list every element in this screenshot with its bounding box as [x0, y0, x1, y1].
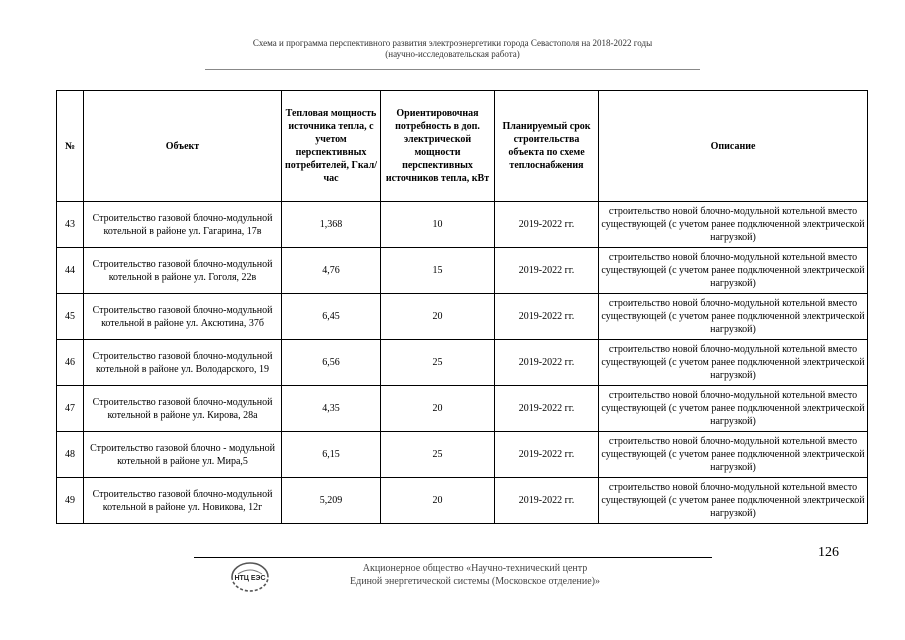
cell-electric: 20 — [381, 294, 495, 340]
cell-description: строительство новой блочно-модульной котельной вместо существующей (с учетом ранее подключенной электрической нагрузкой) — [599, 202, 868, 248]
cell-term: 2019-2022 гг. — [495, 478, 599, 524]
table-row — [57, 340, 868, 386]
cell-thermal: 4,35 — [282, 386, 381, 432]
cell-num: 44 — [57, 248, 84, 294]
cell-object: Строительство газовой блочно-модульной котельной в районе ул. Новикова, 12г — [84, 478, 282, 524]
cell-term: 2019-2022 гг. — [495, 340, 599, 386]
cell-electric: 25 — [381, 340, 495, 386]
table-row — [57, 294, 868, 340]
column-header-num: № — [57, 91, 84, 202]
page-number: 126 — [818, 545, 839, 560]
cell-num: 48 — [57, 432, 84, 478]
document-header — [0, 38, 905, 60]
table-row — [57, 248, 868, 294]
cell-num: 47 — [57, 386, 84, 432]
cell-thermal: 6,15 — [282, 432, 381, 478]
cell-object: Строительство газовой блочно-модульной котельной в районе ул. Гоголя, 22в — [84, 248, 282, 294]
cell-electric: 25 — [381, 432, 495, 478]
column-header-object: Объект — [84, 91, 282, 202]
column-header-description: Описание — [599, 91, 868, 202]
header-title: Схема и программа перспективного развития электроэнергетики города Севастополя на 2018-2022 годы — [252, 38, 653, 48]
cell-num: 43 — [57, 202, 84, 248]
cell-electric: 20 — [381, 386, 495, 432]
column-header-planned-term: Планируемый срок строительства объекта по схеме теплоснабжения — [495, 91, 599, 202]
cell-thermal: 1,368 — [282, 202, 381, 248]
cell-object: Строительство газовой блочно-модульной котельной в районе ул. Гагарина, 17в — [84, 202, 282, 248]
footer-organization — [300, 562, 650, 588]
cell-term: 2019-2022 гг. — [495, 202, 599, 248]
cell-term: 2019-2022 гг. — [495, 294, 599, 340]
cell-term: 2019-2022 гг. — [495, 248, 599, 294]
cell-electric: 15 — [381, 248, 495, 294]
table-row — [57, 432, 868, 478]
column-header-electric-demand: Ориентировочная потребность в доп. электрической мощности перспективных источников тепла, кВт — [381, 91, 495, 202]
cell-object: Строительство газовой блочно-модульной котельной в районе ул. Володарского, 19 — [84, 340, 282, 386]
cell-thermal: 6,56 — [282, 340, 381, 386]
cell-description: строительство новой блочно-модульной котельной вместо существующей (с учетом ранее подключенной электрической нагрузкой) — [599, 248, 868, 294]
footer-line-2: Единой энергетической системы (Московское отделение)» — [350, 576, 600, 587]
cell-description: строительство новой блочно-модульной котельной вместо существующей (с учетом ранее подключенной электрической нагрузкой) — [599, 294, 868, 340]
column-header-thermal-power: Тепловая мощность источника тепла, с учетом перспективных потребителей, Гкал/час — [282, 91, 381, 202]
projects-table — [56, 90, 868, 524]
cell-description: строительство новой блочно-модульной котельной вместо существующей (с учетом ранее подключенной электрической нагрузкой) — [599, 340, 868, 386]
table-header-row — [57, 91, 868, 202]
cell-electric: 10 — [381, 202, 495, 248]
cell-term: 2019-2022 гг. — [495, 432, 599, 478]
cell-num: 49 — [57, 478, 84, 524]
table-row — [57, 386, 868, 432]
cell-object: Строительство газовой блочно-модульной котельной в районе ул. Аксютина, 37б — [84, 294, 282, 340]
cell-thermal: 6,45 — [282, 294, 381, 340]
svg-text:НТЦ ЕЭС: НТЦ ЕЭС — [234, 575, 266, 582]
ntc-ees-logo-icon — [226, 561, 274, 593]
footer-line-1: Акционерное общество «Научно-технический центр — [362, 563, 588, 574]
cell-description: строительство новой блочно-модульной котельной вместо существующей (с учетом ранее подключенной электрической нагрузкой) — [599, 478, 868, 524]
cell-thermal: 4,76 — [282, 248, 381, 294]
cell-object: Строительство газовой блочно-модульной котельной в районе ул. Кирова, 28а — [84, 386, 282, 432]
table-row — [57, 202, 868, 248]
footer-divider — [194, 557, 712, 558]
cell-thermal: 5,209 — [282, 478, 381, 524]
cell-electric: 20 — [381, 478, 495, 524]
cell-description: строительство новой блочно-модульной котельной вместо существующей (с учетом ранее подключенной электрической нагрузкой) — [599, 386, 868, 432]
cell-object: Строительство газовой блочно - модульной котельной в районе ул. Мира,5 — [84, 432, 282, 478]
cell-term: 2019-2022 гг. — [495, 386, 599, 432]
header-subtitle: (научно-исследовательская работа) — [385, 49, 520, 59]
cell-num: 45 — [57, 294, 84, 340]
cell-num: 46 — [57, 340, 84, 386]
cell-description: строительство новой блочно-модульной котельной вместо существующей (с учетом ранее подключенной электрической нагрузкой) — [599, 432, 868, 478]
header-divider — [205, 69, 700, 70]
table-row — [57, 478, 868, 524]
